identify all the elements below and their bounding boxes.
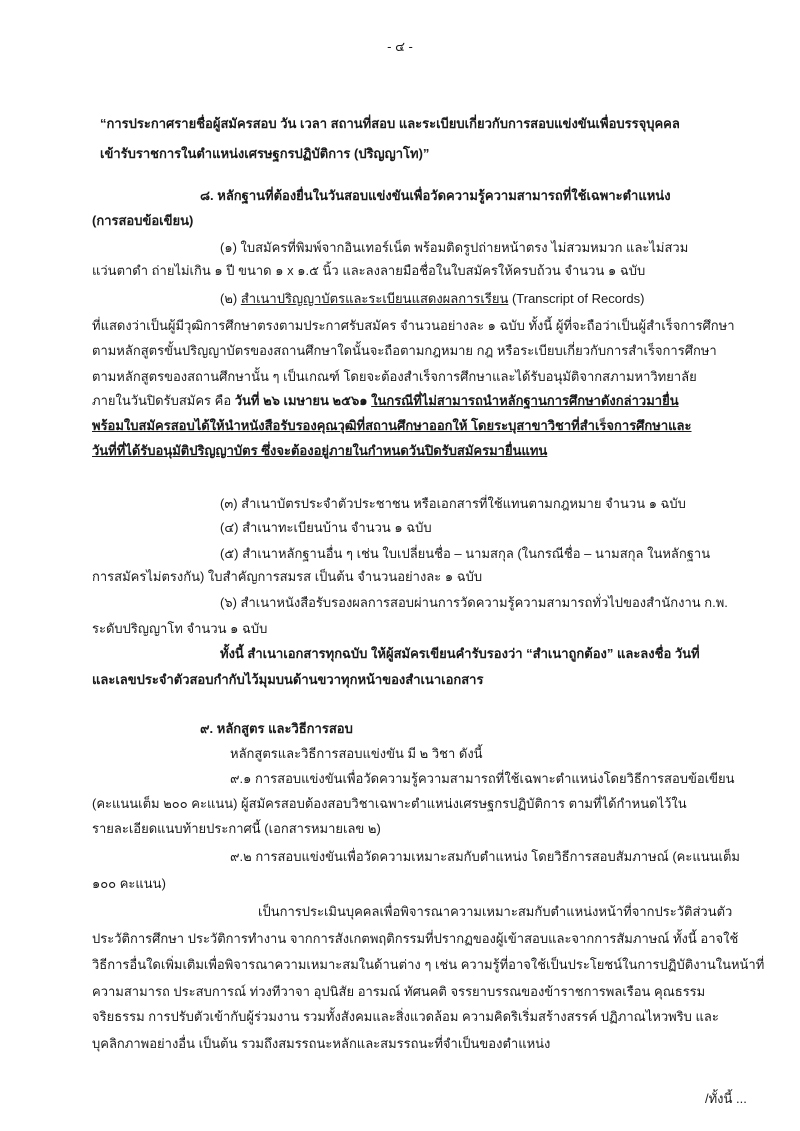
s92-body-line1: เป็นการประเมินบุคคลเพื่อพิจารณาความเหมาะสมกับตำแหน่งหน้าที่จากประวัติส่วนตัว	[258, 904, 733, 919]
item2-line5	[92, 392, 776, 410]
s92-body-line4: ความสามารถ ประสบการณ์ ท่วงทีวาจา อุปนิสัย อารมณ์ ทัศนคติ จรรยาบรรณของข้าราชการพลเรือน คุณธรรม	[92, 984, 706, 999]
item1-line1: (๑) ใบสมัครที่พิมพ์จากอินเทอร์เน็ต พร้อมติดรูปถ่ายหน้าตรง ไม่สวมหมวก และไม่สวม	[220, 240, 689, 255]
section9-heading: ๙. หลักสูตร และวิธีการสอบ	[200, 721, 353, 736]
item1-line2: แว่นตาดำ ถ่ายไม่เกิน ๑ ปี ขนาด ๑ x ๑.๕ นิ้ว และลงลายมือชื่อในใบสมัครให้ครบถ้วน จำนวน ๑ ฉบับ	[92, 263, 646, 278]
item2-line2: ที่แสดงว่าเป็นผู้มีวุฒิการศึกษาตรงตามประกาศรับสมัคร จำนวนอย่างละ ๑ ฉบับ ทั้งนี้ ผู้ที่จะถือว่าเป็นผู้สำเร็จการศึกษา	[92, 318, 735, 333]
s91-line3: รายละเอียดแนบท้ายประกาศนี้ (เอกสารหมายเลข ๒)	[92, 821, 381, 836]
section8-heading: ๘. หลักฐานที่ต้องยื่นในวันสอบแข่งขันเพื่อวัดความรู้ความสามารถที่ใช้เฉพาะตำแหน่ง	[200, 188, 671, 203]
item5-line1: (๕) สำเนาหลักฐานอื่น ๆ เช่น ใบเปลี่ยนชื่อ – นามสกุล (ในกรณีชื่อ – นามสกุล ในหลักฐาน	[220, 546, 711, 561]
announcement-title-line1: “การประกาศรายชื่อผู้สมัครสอบ วัน เวลา สถานที่สอบ และระเบียบเกี่ยวกับการสอบแข่งขันเพื่อบรรจุบุคคล	[100, 116, 680, 131]
announcement-title-line2: เข้ารับราชการในตำแหน่งเศรษฐกรปฏิบัติการ (ปริญญาโท)”	[100, 146, 430, 161]
item2-suffix: (Transcript of Records)	[508, 291, 645, 306]
deadline-plain: ภายในวันปิดรับสมัคร คือ	[92, 393, 235, 408]
note-line2: และเลขประจำตัวสอบกำกับไว้มุมบนด้านขวาทุกหน้าของสำเนาเอกสาร	[92, 672, 484, 687]
s92-body-line3: วิธีการอื่นใดเพิ่มเติมเพื่อพิจารณาความเหมาะสมในด้านต่าง ๆ เช่น ความรู้ที่อาจใช้เป็นประโยชน์ในการปฏิบัติงานในหน้าที่	[92, 957, 765, 972]
item2-line6: พร้อมใบสมัครสอบได้ให้นำหนังสือรับรองคุณวุฒิที่สถานศึกษาออกให้ โดยระบุสาขาวิชาที่สำเร็จการศึกษาและ	[92, 418, 692, 433]
item3: (๓) สำเนาบัตรประจำตัวประชาชน หรือเอกสารที่ใช้แทนตามกฎหมาย จำนวน ๑ ฉบับ	[220, 496, 686, 511]
item6-line2: ระดับปริญญาโท จำนวน ๑ ฉบับ	[92, 621, 268, 636]
s91-line1: ๙.๑ การสอบแข่งขันเพื่อวัดความรู้ความสามารถที่ใช้เฉพาะตำแหน่งโดยวิธีการสอบข้อเขียน	[230, 771, 735, 786]
note-line1: ทั้งนี้ สำเนาเอกสารทุกฉบับ ให้ผู้สมัครเขียนคำรับรองว่า “สำเนาถูกต้อง” และลงชื่อ วันที่	[220, 646, 700, 661]
s92-body-line6: บุคลิกภาพอย่างอื่น เป็นต้น รวมถึงสมรรถนะหลักและสมรรถนะที่จำเป็นของตำแหน่ง	[92, 1036, 551, 1051]
page-number: - ๔ -	[387, 39, 413, 54]
item2-underlined: สำเนาปริญญาบัตรและระเบียนแสดงผลการเรียน	[240, 291, 509, 306]
section9-intro: หลักสูตรและวิธีการสอบแข่งขัน มี ๒ วิชา ดังนี้	[230, 746, 483, 761]
s92-body-line2: ประวัติการศึกษา ประวัติการทำงาน จากการสังเกตพฤติกรรมที่ปรากฏของผู้เข้าสอบและจากการสัมภาษณ์ ทั้งนี้ อาจใช้	[92, 931, 739, 946]
item2-line4: ตามหลักสูตรของสถานศึกษานั้น ๆ เป็นเกณฑ์ โดยจะต้องสำเร็จการศึกษาและได้รับอนุมัติจากสภามหาวิทยาลัย	[92, 369, 697, 384]
deadline-date: วันที่ ๒๖ เมษายน ๒๕๖๑	[234, 393, 368, 408]
continuation-marker: /ทั้งนี้ ...	[705, 1091, 747, 1106]
item4: (๔) สำเนาทะเบียนบ้าน จำนวน ๑ ฉบับ	[220, 520, 432, 535]
deadline-note: ในกรณีที่ไม่สามารถนำหลักฐานการศึกษาดังกล่าวมายื่น	[371, 393, 679, 408]
item2-line7: วันที่ที่ได้รับอนุมัติปริญญาบัตร ซึ่งจะต้องอยู่ภายในกำหนดวันปิดรับสมัครมายื่นแทน	[92, 443, 548, 458]
item2-prefix: (๒)	[220, 291, 241, 306]
s92-line1: ๙.๒ การสอบแข่งขันเพื่อวัดความเหมาะสมกับตำแหน่ง โดยวิธีการสอบสัมภาษณ์ (คะแนนเต็ม	[230, 849, 740, 864]
item5-line2: การสมัครไม่ตรงกัน) ใบสำคัญการสมรส เป็นต้น จำนวนอย่างละ ๑ ฉบับ	[92, 569, 483, 584]
section8-heading-cont: (การสอบข้อเขียน)	[92, 213, 194, 228]
s92-line2: ๑๐๐ คะแนน)	[92, 876, 166, 891]
s92-body-line5: จริยธรรม การปรับตัวเข้ากับผู้ร่วมงาน รวมทั้งสังคมและสิ่งแวดล้อม ความคิดริเริ่มสร้างสรรค์ ปฏิภาณไหวพริบ และ	[92, 1009, 719, 1024]
item2-line1	[220, 290, 776, 308]
item6-line1: (๖) สำเนาหนังสือรับรองผลการสอบผ่านการวัดความรู้ความสามารถทั่วไปของสำนักงาน ก.พ.	[220, 595, 728, 610]
s91-line2: (คะแนนเต็ม ๒๐๐ คะแนน) ผู้สมัครสอบต้องสอบวิชาเฉพาะตำแหน่งเศรษฐกรปฏิบัติการ ตามที่ได้กำหนดไว้ใน	[92, 796, 687, 811]
item2-line3: ตามหลักสูตรขั้นปริญญาบัตรของสถานศึกษาใดนั้นจะถือตามกฎหมาย กฎ หรือระเบียบเกี่ยวกับการสำเร็จการศึกษา	[92, 343, 717, 358]
